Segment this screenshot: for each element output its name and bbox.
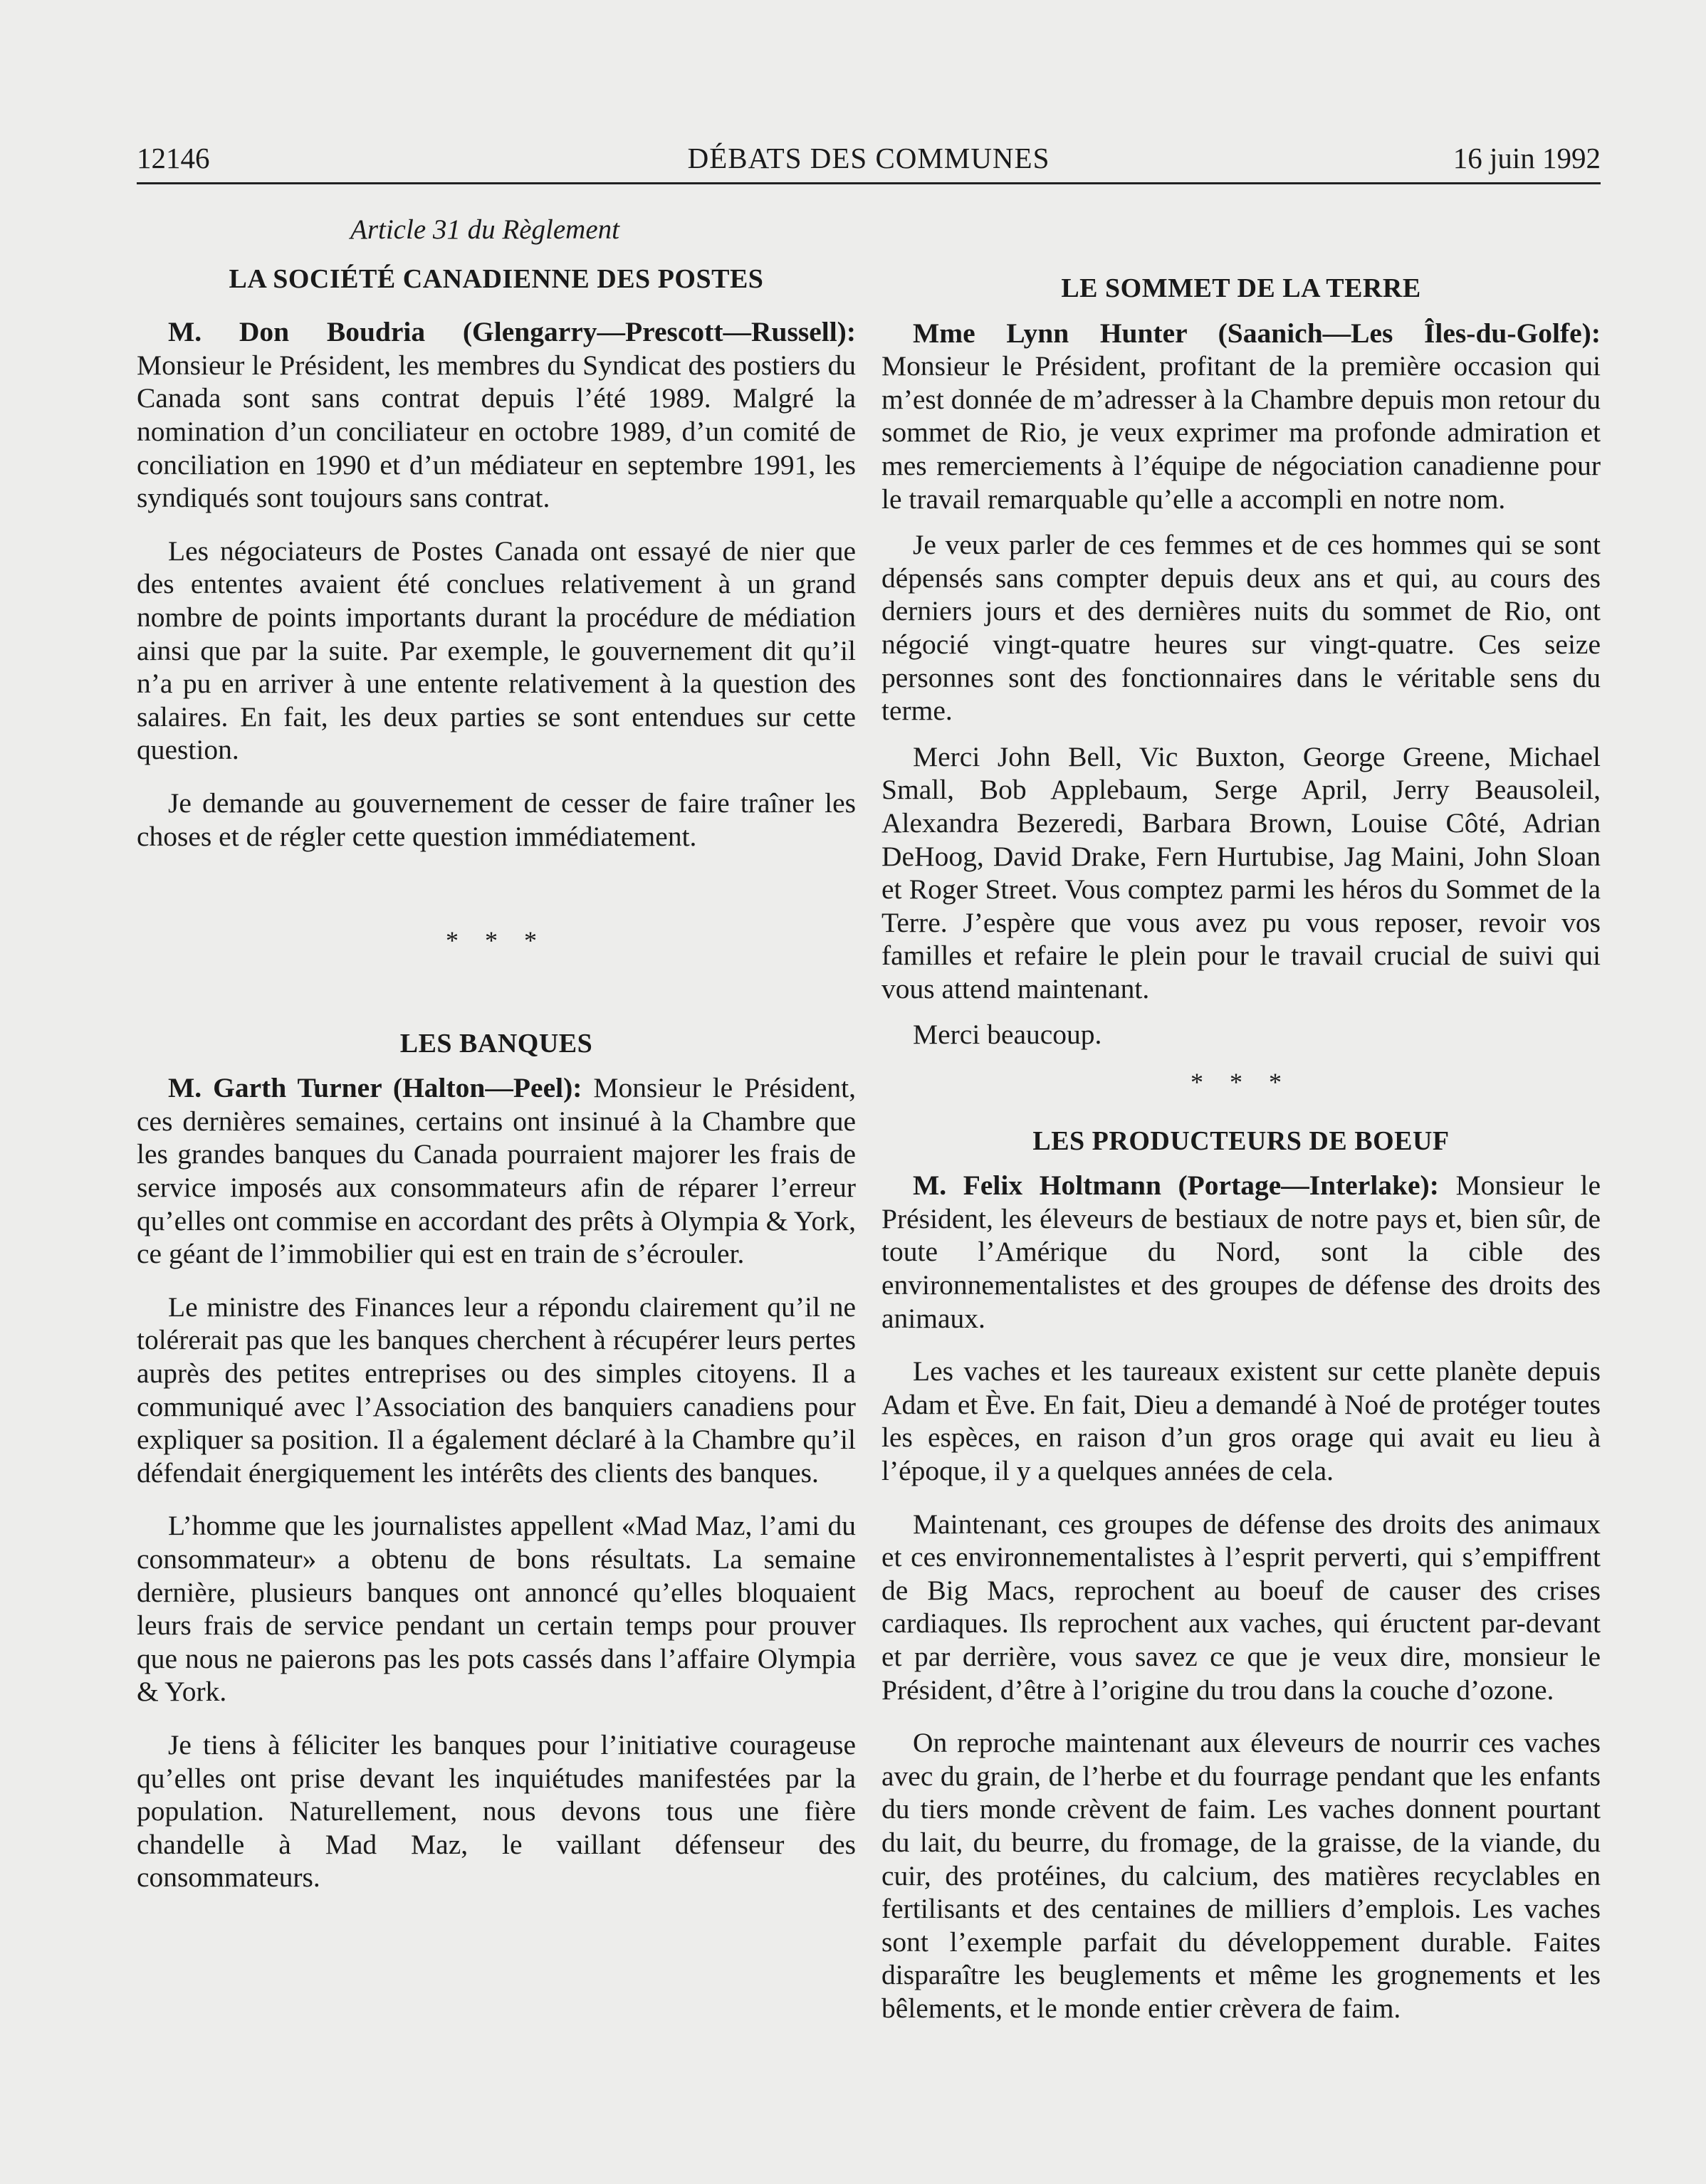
paragraph: Maintenant, ces groupes de défense des droits des animaux et ces environnementalistes à l’esprit perverti, qui s’empiffrent de Big Macs, reprochent au boeuf de causer des crises cardiaques. Ils reprochent aux vaches, qui éructent par-devant et par derrière, vous savez ce que je veux dire, monsieur le Président, d’être à l’origine du trou dans la couche d’ozone. — [881, 1508, 1601, 1706]
paragraph-text: Monsieur le Président, profitant de la première occasion qui m’est donnée de m’adresser à la Chambre depuis mon retour du sommet de Rio, je veux exprimer ma profonde admiration et mes remerciements à l’équipe de négociation canadienne pour le travail remarquable qu’elle a accompli en notre nom. — [881, 350, 1601, 515]
paragraph: Merci beaucoup. — [913, 1019, 1102, 1051]
paragraph: Les vaches et les taureaux existent sur cette planète depuis Adam et Ève. En fait, Dieu a demandé à Noé de protéger toutes les espèces, en raison d’un gros orage qui avait eu lieu à l’époque, il y a quelques années de cela. — [881, 1355, 1601, 1486]
heading-postes: LA SOCIÉTÉ CANADIENNE DES POSTES — [229, 263, 764, 294]
paragraph: L’homme que les journalistes appellent «Mad Maz, l’ami du consommateur» a obtenu de bons résultats. La semaine dernière, plusieurs banques ont annoncé qu’elles bloquaient leurs frais de service pendant un certain temps pour prouver que nous ne paierons pas les pots cassés dans l’affaire Olympia & York. — [137, 1510, 856, 1708]
heading-sommet: LE SOMMET DE LA TERRE — [1061, 273, 1421, 303]
paragraph — [137, 1071, 856, 1271]
paragraph — [137, 315, 856, 515]
speaker-name: M. Garth Turner (Halton—Peel): — [168, 1072, 582, 1104]
section-separator: * * * — [1190, 1068, 1292, 1097]
paragraph: Les négociateurs de Postes Canada ont essayé de nier que des ententes avaient été conclues relativement à un grand nombre de points importants durant la procédure de médiation ainsi que par la suite. Par exemple, le gouvernement dit qu’il n’a pu en arriver à une entente relativement à la question des salaires. En fait, les deux parties se sont entendues sur cette question. — [137, 535, 856, 766]
paragraph: Merci John Bell, Vic Buxton, George Greene, Michael Small, Bob Applebaum, Serge April, Jerry Beausoleil, Alexandra Bezeredi, Barbara Brown, Louise Côté, Adrian DeHoog, David Drake, Fern Hurtubise, Jag Maini, John Sloan et Roger Street. Vous comptez parmi les héros du Sommet de la Terre. J’espère que vous avez pu vous reposer, revoir vos familles et refaire le plein pour le travail crucial de suivi qui vous attend maintenant. — [881, 740, 1601, 1004]
paragraph-text: Monsieur le Président, les membres du Syndicat des postiers du Canada sont sans contrat depuis l’été 1989. Malgré la nomination d’un conciliateur en octobre 1989, d’un comité de conciliation en 1990 et d’un médiateur en septembre 1991, les syndiqués sont toujours sans contrat. — [137, 349, 856, 514]
paragraph: Je veux parler de ces femmes et de ces hommes qui se sont dépensés sans compter depuis deux ans et qui, au cours des derniers jours et des dernières nuits du sommet de Rio, ont négocié vingt-quatre heures sur vingt-quatre. Ces seize personnes sont des fonctionnaires dans le véritable sens du terme. — [881, 529, 1601, 727]
speaker-name: Mme Lynn Hunter (Saanich—Les Îles-du-Golfe): — [913, 317, 1601, 349]
paragraph: Le ministre des Finances leur a répondu clairement qu’il ne tolérerait pas que les banques cherchent à récupérer leurs pertes auprès des petites entreprises ou des simples citoyens. Il a communiqué avec l’Association des banquiers canadiens pour expliquer sa position. Il a également déclaré à la Chambre qu’il défendait énergiquement les intérêts des clients des banques. — [137, 1291, 856, 1489]
paragraph: On reproche maintenant aux éleveurs de nourrir ces vaches avec du grain, de l’herbe et du fourrage pendant que les enfants du tiers monde crèvent de faim. Les vaches donnent pourtant du lait, du beurre, du fromage, de la graisse, de la viande, du cuir, des protéines, du calcium, des matières recyclables en fertilisants et des centaines de milliers d’emplois. Les vaches sont l’exemple parfait du développement durable. Faites disparaître les beuglements et même les grognements et les bêlements, et le monde entier crèvera de faim. — [881, 1727, 1601, 2024]
heading-boeuf: LES PRODUCTEURS DE BOEUF — [1032, 1125, 1450, 1156]
speaker-name: M. Felix Holtmann (Portage—Interlake): — [913, 1170, 1439, 1202]
page-header — [137, 140, 1601, 184]
section-subtitle: Article 31 du Règlement — [350, 214, 619, 245]
speaker-name: M. Don Boudria (Glengarry—Prescott—Russell): — [168, 316, 856, 348]
paragraph: Je demande au gouvernement de cesser de faire traîner les choses et de régler cette question immédiatement. — [137, 787, 856, 852]
heading-banques: LES BANQUES — [399, 1028, 593, 1059]
paragraph: Je tiens à féliciter les banques pour l’initiative courageuse qu’elles ont prise devant les inquiétudes manifestées par la population. Naturellement, nous devons tous une fière chandelle à Mad Maz, le vaillant défenseur des consommateurs. — [137, 1728, 856, 1894]
section-separator: * * * — [446, 926, 547, 955]
publication-title: DÉBATS DES COMMUNES — [687, 142, 1050, 174]
publication-date: 16 juin 1992 — [1453, 142, 1601, 174]
paragraph — [881, 317, 1601, 516]
page-number: 12146 — [137, 142, 210, 174]
paragraph — [881, 1169, 1601, 1335]
paragraph-text: Monsieur le Président, les éleveurs de bestiaux de notre pays et, bien sûr, de toute l’Amérique du Nord, sont la cible des environnementalistes et des groupes de défense des droits des animaux. — [881, 1170, 1601, 1334]
paragraph-text: Monsieur le Président, ces dernières semaines, certains ont insinué à la Chambre que les grandes banques du Canada pourraient majorer les frais de service imposés aux consommateurs afin de réparer l’erreur qu’elles ont commise en accordant des prêts à Olympia & York, ce géant de l’immobilier qui est en train de s’écrouler. — [137, 1072, 857, 1270]
left-column — [137, 214, 856, 1894]
right-column — [881, 214, 1601, 2025]
